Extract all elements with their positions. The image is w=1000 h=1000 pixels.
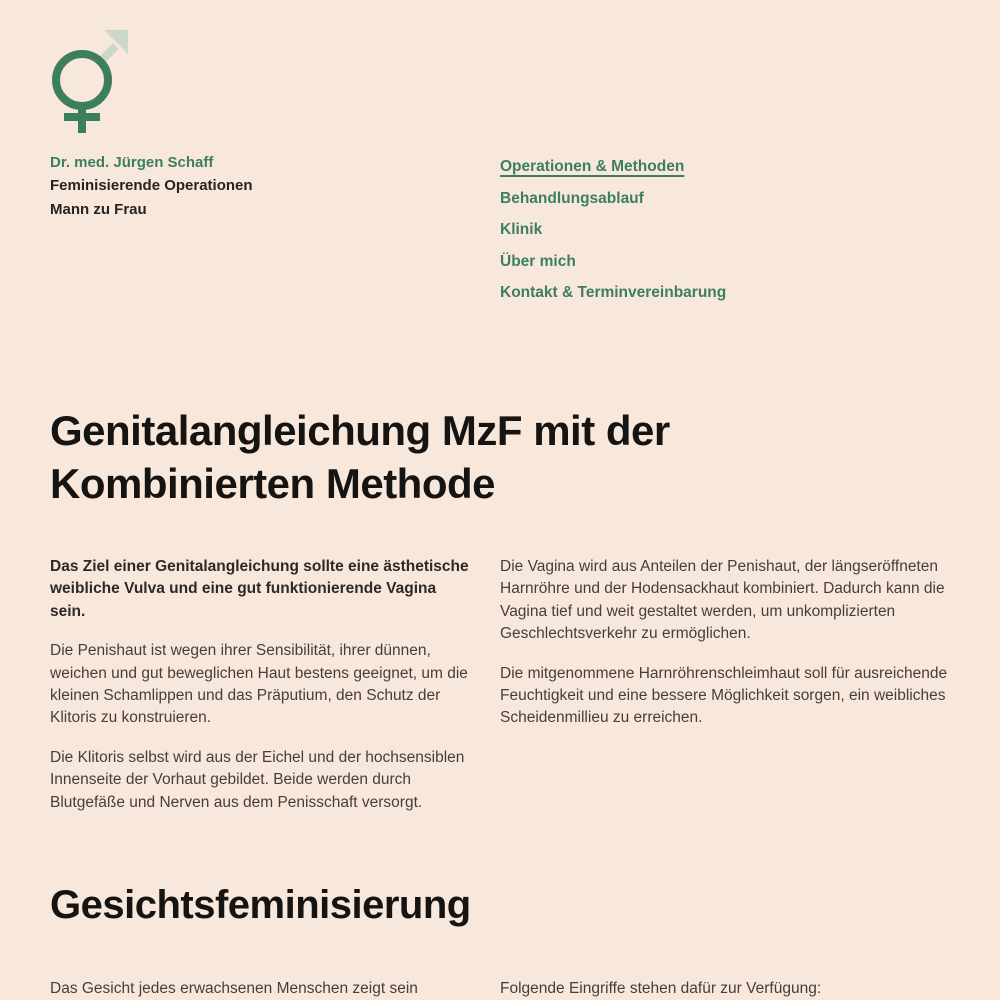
- brand-doctor-name: Dr. med. Jürgen Schaff: [50, 154, 214, 171]
- column-right: [500, 978, 962, 1000]
- paragraph-intro-bold: Das Ziel einer Genitalangleichung sollte eine ästhetische weibliche Vulva und eine gut funktionierende Vagina sein.: [50, 558, 469, 620]
- nav-item-ueber-mich[interactable]: Über mich: [500, 252, 576, 270]
- nav-item-kontakt-terminvereinbarung[interactable]: Kontakt & Terminvereinbarung: [500, 284, 727, 301]
- column-left: [50, 978, 474, 1000]
- page-title-genitalangleichung: Genitalangleichung MzF mit der Kombinierten Methode: [50, 407, 670, 507]
- nav-item-behandlungsablauf[interactable]: Behandlungsablauf: [500, 189, 644, 207]
- section-title-gesichtsfeminisierung: Gesichtsfeminisierung: [50, 883, 471, 927]
- nav-item-klinik[interactable]: Klinik: [500, 221, 543, 238]
- brand-subtitle-line2: Mann zu Frau: [50, 200, 147, 218]
- nav-item-operationen-methoden[interactable]: Operationen & Methoden: [500, 158, 685, 175]
- column-left: [50, 556, 474, 831]
- column-right: [500, 556, 962, 831]
- paragraph-klitoris: Die Klitoris selbst wird aus der Eichel und der hochsensiblen Innenseite der Vorhaut gebildet. Beide werden durch Blutgefäße und Nerven aus dem Penisschaft versorgt.: [50, 748, 465, 811]
- brand-subtitle-line1: Feminisierende Operationen: [50, 177, 253, 194]
- transgender-symbol-icon: [50, 121, 130, 138]
- site-logo-brand[interactable]: [50, 28, 253, 221]
- section-genitalangleichung-body: [50, 556, 962, 831]
- main-nav: [500, 157, 726, 315]
- paragraph-vagina: Die Vagina wird aus Anteilen der Penishaut, der längseröffneten Harnröhre und der Hodensackhaut kombiniert. Dadurch kann die Vagina tief und weit gestaltet werden, um unkomplizierten Geschlechtsverkehr zu ermöglichen.: [500, 558, 945, 643]
- paragraph-eingriffe-partial: Folgende Eingriffe stehen dafür zur Verfügung:: [500, 980, 822, 997]
- paragraph-harnroehrenschleimhaut: Die mitgenommene Harnröhrenschleimhaut soll für ausreichende Feuchtigkeit und eine bessere Möglichkeit sorgen, ein weibliches Scheidenmillieu zu erreichen.: [500, 664, 948, 727]
- paragraph-penishaut: Die Penishaut ist wegen ihrer Sensibilität, ihrer dünnen, weichen und gut beweglichen Haut bestens geeignet, um die kleinen Schamlippen und das Präputium, den Schutz der Klitoris zu konstruieren.: [50, 642, 468, 727]
- section-gesichtsfeminisierung-body: [50, 978, 962, 1000]
- paragraph-gesicht-partial: Das Gesicht jedes erwachsenen Menschen zeigt sein: [50, 980, 418, 997]
